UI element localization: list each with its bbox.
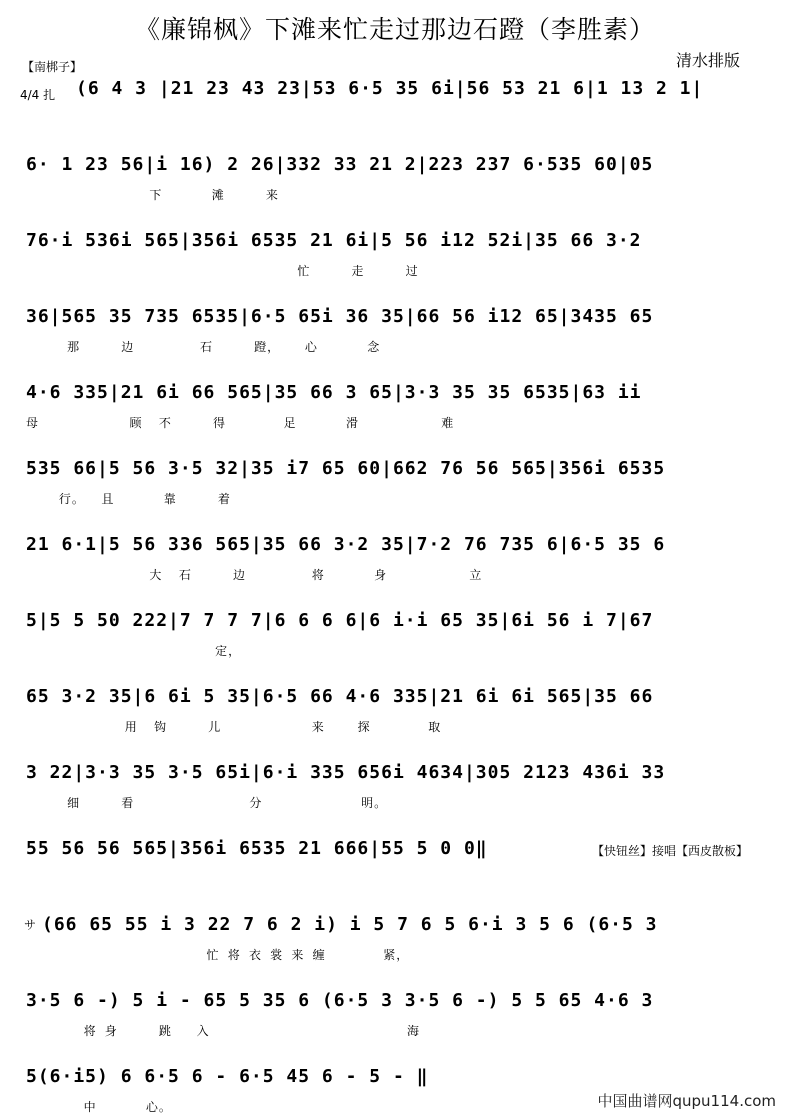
row-notes: 65 3·2 35|6 6i 5 35|6·5 66 4·6 335|21 6i 6i 565|35 66 (26, 686, 654, 707)
notation-row (26, 990, 766, 1044)
row-lyrics: 忙 将 衣 裳 来 缠 紧， (42, 948, 410, 962)
meter-label: 4/4 扎 (20, 88, 56, 102)
notation-row (26, 382, 766, 436)
row-lyrics: 将 身 跳 入 海 (26, 1024, 420, 1038)
notation-row (26, 154, 766, 208)
notation-row (26, 230, 766, 284)
notation-row (26, 306, 766, 360)
row-lyrics: 定， (26, 644, 242, 658)
row-lyrics: 用 钩 儿 来 探 取 (26, 720, 442, 734)
song-title: 《廉锦枫》下滩来忙走过那边石蹬（李胜素） (134, 15, 655, 44)
row-lyrics: 那 边 石 蹬， 心 念 (26, 340, 381, 354)
notation-row (26, 458, 766, 512)
row-notes: 76·i 536i 565|356i 6535 21 6i|5 56 i12 52i|35 66 3·2 (26, 230, 642, 251)
row-lyrics: 下 滩 来 (26, 188, 279, 202)
row-notes: 36|565 35 735 6535|6·5 65i 36 35|66 56 i12 65|3435 65 (26, 306, 654, 327)
notation-row (76, 78, 766, 132)
row-notes: 5(6·i5) 6 6·5 6 - 6·5 45 6 - 5 - ‖ (26, 1066, 429, 1087)
row-notes: (66 65 55 i 3 22 7 6 2 i) i 5 7 6 5 6·i 3 5 6 (6·5 3 (42, 914, 658, 935)
typesetter-label: 清水排版 (676, 51, 741, 70)
row-notes: 4·6 335|21 6i 66 565|35 66 3 65|3·3 35 35 6535|63 ii (26, 382, 642, 403)
notation-row (42, 914, 766, 968)
notation-row (26, 686, 766, 740)
row-notes: (6 4 3 |21 23 43 23|53 6·5 35 6i|56 53 21 6|1 13 2 1| (76, 78, 704, 99)
tune-label: 【南梆子】 (22, 60, 83, 74)
site-watermark: 中国曲谱网qupu114.com (597, 1092, 776, 1110)
row-notes: 5|5 5 50 222|7 7 7 7|6 6 6 6|6 i·i 65 35|6i 56 i 7|67 (26, 610, 654, 631)
notation-row (26, 610, 766, 664)
row-lyrics: 母 顾 不 得 足 滑 难 (26, 416, 455, 430)
row-lyrics: 忙 走 过 (26, 264, 419, 278)
notation-row (26, 534, 766, 588)
row-notes: 55 56 56 565|356i 6535 21 666|55 5 0 0‖ (26, 838, 488, 859)
row-lyrics: 大 石 边 将 身 立 (26, 568, 483, 582)
row-lyrics: 中 心。 (26, 1100, 172, 1114)
notation-row (26, 762, 766, 816)
row-notes: 6· 1 23 56|i 16) 2 26|332 33 21 2|223 237 6·535 60|05 (26, 154, 654, 175)
notation-row (26, 1066, 546, 1120)
row-lyrics: 细 看 分 明。 (26, 796, 388, 810)
row-notes: 3·5 6 -) 5 i - 65 5 35 6 (6·5 3 3·5 6 -) 5 5 65 4·6 3 (26, 990, 654, 1011)
notation-row (26, 838, 586, 892)
row-notes: 3 22|3·3 35 3·5 65i|6·i 335 656i 4634|305 2123 436i 33 (26, 762, 666, 783)
row-notes: 535 66|5 56 3·5 32|35 i7 65 60|662 76 56 565|356i 6535 (26, 458, 666, 479)
row-lyrics: 行。 且 靠 着 (26, 492, 231, 506)
row-notes: 21 6·1|5 56 336 565|35 66 3·2 35|7·2 76 735 6|6·5 35 6 (26, 534, 666, 555)
scatter-mark: サ (24, 918, 37, 932)
end-note: 【快钮丝】接唱【西皮散板】 (592, 844, 749, 858)
